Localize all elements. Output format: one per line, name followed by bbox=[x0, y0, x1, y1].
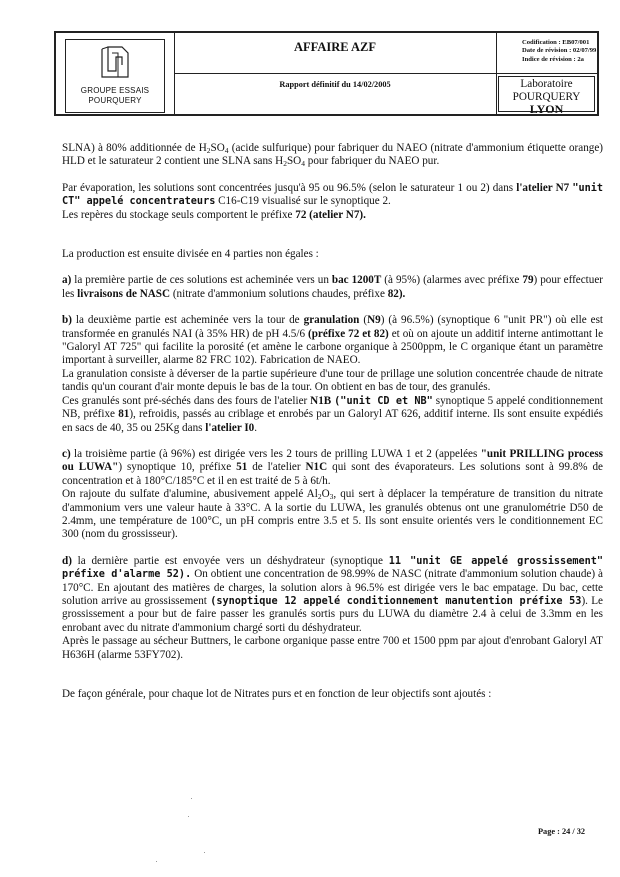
logo-line-2: POURQUERY bbox=[88, 96, 142, 105]
paragraph-slna: SLNA) à 80% additionnée de $H_2SO_4$ (acide sulfurique) pour fabriquer du NAEO (nitrate d'ammonium étiquette orange) HLD et le saturateur 2 contient une SLNA sans $H_2SO_4$ pour fabriquer du NAEO pur. bbox=[62, 142, 603, 169]
indice-revision: Indice de révision : 2a bbox=[522, 55, 584, 63]
rapport-date: Rapport définitif du 14/02/2005 bbox=[279, 80, 391, 89]
logo-cell bbox=[56, 33, 175, 114]
paragraph-part-c: c) la troisième partie (à 96%) est dirigée vers les 2 tours de prilling LUWA 1 et 2 (appelées "unit PRILLING process ou LUWA") synoptique 10, préfixe 51 de l'atelier N1C qui sont des évaporateurs. Les solutions sont à 99.8% de concentration et à 180°C/185°C et il en est traité de 5 à 6t/h. On rajoute du sulfate d'alumine, abusivement appelé $Al_2O_3$, qui sert à déplacer la température de transition du nitrate d'ammonium vers une valeur haute à 33°C. A la sortie du LUWA, les granulés obtenus ont une granulométrie D50 de 2.4mm, une température de 100°C, un pH compris entre 3.5 et 5. Ils sont ensuite orientés vers le conditionnement EC 300 (nom du grossisseur). bbox=[62, 447, 603, 541]
paragraph-part-a: a) la première partie de ces solutions est acheminée vers un bac 1200T (à 95%) (alarmes avec préfixe 79) pour effectuer les livraisons de NASC (nitrate d'ammonium solutions chaudes, préfixe 82). bbox=[62, 274, 604, 300]
paragraph-part-b: b) la deuxième partie est acheminée vers la tour de granulation (N9) (à 96.5%) (synoptique 6 "unit PR") où elle est transformée en granulés NAI (à 35% HR) de pH 4.5/6 (préfixe 72 et 82) et où on ajoute un additif interne antimottant le "Galoryl AT 725" qui facilite la porosité (et amène le carbone organique à 2500ppm, le C organique étant un paramètre important à surveiller, alarme 82 FRC 102). Fabrication de NAEO. La granulation consiste à déverser de la partie supérieure d'une tour de prillage une solution concentrée chaude de nitrate tandis qu'un courant d'air monte depuis le bas de la tour. On obtient en bas de tour, des granulés. Ces granulés sont pré-séchés dans des fours de l'atelier N1B ("unit CD et NB" synoptique 5 appelé conditionnement NB, préfixe 81), refroidis, passés au criblage et enrobés par un Galoryl AT 626, additif interne. Ils sont ensuite expédiés en sacs de 40, 35 ou 25Kg dans l'atelier I0. bbox=[62, 314, 604, 434]
logo-mark-icon bbox=[96, 43, 134, 83]
info-cell bbox=[496, 33, 597, 114]
codification: Codification : EB07/001 bbox=[522, 39, 590, 46]
paragraph-part-d: d) la dernière partie est envoyée vers un déshydrateur (synoptique 11 "unit GE appelé grossissement" préfixe d'alarme 52). On obtient une concentration de 98.99% de NASC (nitrate d'ammonium solution chaude) à 170°C. En ajoutant des matières de charges, la solution alors à 96.5% est dirigée vers le bac empatage. Du bac, cette solution arrive au grossissement (synoptique 12 appelé conditionnement manutention préfixe 53). Le grossissement a pour but de faire passer les granulés sortis purs du LUWA du diamètre 2.4 à celui de 3.3mm en les enrobant avec du nitrate d'ammonium chargé sorti du déshydrateur. Après le passage au sécheur Buttners, le carbone organique passe entre 700 et 1500 ppm par ajout d'enrobant Galoryl AT H636H (alarme 53FY702). bbox=[62, 554, 604, 661]
divider bbox=[496, 73, 597, 74]
paragraph-evaporation: Par évaporation, les solutions sont concentrées jusqu'à 95 ou 96.5% (selon le saturateur 1 ou 2) dans l'atelier N7 "unit CT" appelé concentrateurs C16-C19 visualisé sur le synoptique 2. Les repères du stockage seuls comportent le préfixe 72 (atelier N7). bbox=[62, 181, 603, 221]
document-body bbox=[62, 142, 603, 714]
paragraph-production: La production est ensuite divisée en 4 parties non égales : bbox=[62, 248, 319, 261]
codification-block bbox=[522, 39, 596, 64]
paragraph-general: De façon générale, pour chaque lot de Nitrates purs et en fonction de leur objectifs sont ajoutés : bbox=[62, 688, 492, 700]
document-header bbox=[54, 31, 599, 116]
divider bbox=[174, 73, 496, 74]
laboratoire-name: Laboratoire POURQUERY bbox=[512, 78, 581, 103]
title-cell bbox=[174, 33, 497, 114]
logo-line-1: GROUPE ESSAIS bbox=[80, 86, 150, 95]
laboratoire-city: LYON bbox=[529, 102, 564, 116]
page-number: Page : 24 / 32 bbox=[537, 827, 585, 836]
affaire-title: AFFAIRE AZF bbox=[293, 40, 377, 54]
date-revision: Date de révision : 02/07/99 bbox=[522, 47, 597, 55]
logo bbox=[65, 39, 165, 113]
laboratoire-box bbox=[498, 76, 595, 116]
